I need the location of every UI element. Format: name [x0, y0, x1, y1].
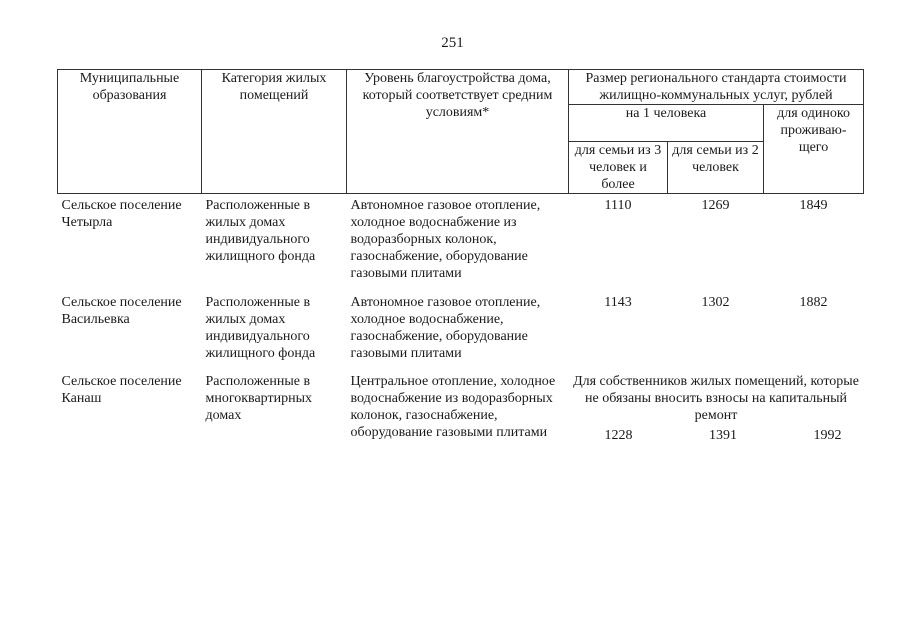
- table-row: [58, 194, 864, 289]
- category-cell: Расположенные в жилых домах индивидуального жилищного фонда: [205, 198, 316, 264]
- header-regional-standard: Размер регионального стандарта стоимости жилищно-коммунальных услуг, рублей: [569, 70, 864, 105]
- family2-value: 1302: [701, 295, 730, 310]
- municipality-cell: Сельское поселение Канаш: [61, 374, 182, 406]
- header-level: Уровень благоустройства дома, который соответствует средним условиям*: [347, 70, 569, 194]
- level-cell: Центральное отопление, холодное водоснабжение из водоразборных колонок, газоснабжение, оборудование газовыми плитами: [350, 374, 556, 440]
- header-category: Категория жилых помещений: [202, 70, 347, 194]
- owners-note-cell: [569, 368, 864, 444]
- municipality-cell: Сельское поселение Васильевка: [61, 295, 182, 327]
- category-cell: Расположенные в многоквартирных домах: [205, 374, 313, 423]
- level-cell: Автономное газовое отопление, холодное водоснабжение из водоразборных колонок, газоснабжение, оборудование газовыми плитами: [350, 198, 541, 281]
- table-row: [58, 368, 864, 444]
- family3-value: 1143: [604, 295, 632, 310]
- category-cell: Расположенные в жилых домах индивидуального жилищного фонда: [205, 295, 316, 361]
- header-family-2: для семьи из 2 человек: [668, 142, 764, 194]
- page-number: 251: [441, 35, 464, 51]
- single-value: 1882: [799, 295, 828, 310]
- header-single: для одиноко проживаю-щего: [764, 105, 864, 194]
- table-row: [58, 288, 864, 368]
- municipality-cell: Сельское поселение Четырла: [61, 198, 182, 230]
- header-per-person: на 1 человека: [569, 105, 764, 142]
- table-header: [58, 70, 864, 194]
- single-value: 1849: [799, 198, 828, 213]
- family2-value: 1269: [701, 198, 730, 213]
- single-value: 1992: [813, 428, 842, 443]
- owners-note: Для собственников жилых помещений, которые не обязаны вносить взносы на капитальный ремонт: [573, 374, 859, 423]
- level-cell: Автономное газовое отопление, холодное водоснабжение, газоснабжение, оборудование газовыми плитами: [350, 295, 541, 361]
- family3-value: 1110: [604, 198, 632, 213]
- family3-value: 1228: [604, 428, 633, 443]
- housing-cost-table: [57, 69, 864, 444]
- owners-values: [573, 424, 860, 444]
- header-family-3: для семьи из 3 человек и более: [569, 142, 668, 194]
- header-municipality: Муниципальные образования: [58, 70, 202, 194]
- family2-value: 1391: [709, 428, 738, 443]
